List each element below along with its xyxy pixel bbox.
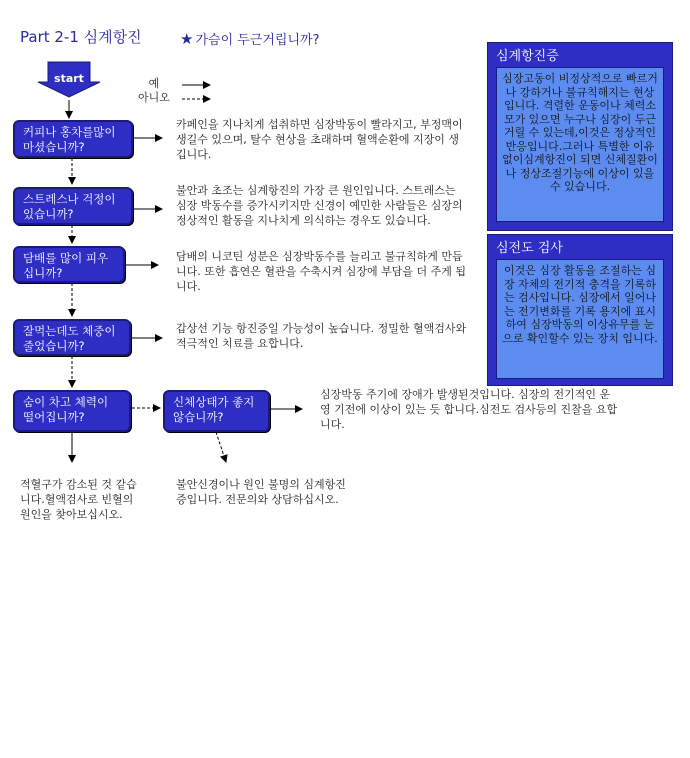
side-panel-palpitation — [487, 42, 673, 231]
question-breathless: 숨이 차고 체력이 떨어집니까? — [13, 390, 131, 432]
side-panel-body: 심장고동이 비정상적으로 빠르거나 강하거나 불규칙해지는 현상입니다. 격렬한 운동이나 체력소모가 있으면 누구나 심장이 두근거릴 수 있는데,이것은 정상적인 반응입니다.그러나 특별한 이유없이심계항진이 되면 신체질환이나 정상조절기능에 이상이 있을수 있습니다. — [496, 67, 664, 222]
answer-thyroid: 갑상선 기능 항진증일 가능성이 높습니다. 정밀한 혈액검사와 적극적인 치료를 요합니다. — [176, 322, 467, 350]
legend-yes: 예 — [148, 77, 160, 90]
question-caffeine: 커피나 홍차를많이 마셨습니까? — [13, 120, 133, 158]
question-body-condition: 신체상태가 좋지 않습니까? — [163, 390, 270, 432]
question-smoking: 담배를 많이 피우십니까? — [13, 246, 125, 283]
answer-anemia: 적혈구가 감소된 것 같습니다.혈액검사로 빈혈의 원인을 찾아보십시오. — [20, 478, 137, 521]
legend-no: 아니오 — [138, 91, 170, 104]
start-label: start — [54, 72, 84, 85]
answer-stress: 불안과 초조는 심계항진의 가장 큰 원인입니다. 스트레스는 심장 박동수를 증가시키지만 신경이 예민한 사람들은 심장의 정상적인 활동을 지나치게 의식하는 경우도 있습니다. — [176, 184, 463, 227]
page-title: Part 2-1 심계항진 — [20, 28, 142, 46]
answer-unknown: 불안신경이나 원인 불명의 심계항진증입니다. 전문의와 상담하십시오. — [176, 478, 346, 506]
answer-caffeine: 카페인을 지나치게 섭취하면 심장박동이 빨라지고, 부정맥이 생길수 있으며, 탈수 현상을 초래하며 혈액순환에 지장이 생깁니다. — [176, 118, 463, 161]
side-panel-body: 이것은 심장 활동을 조절하는 심장 자체의 전기적 충격을 기록하는 검사입니다. 심장에서 일어나는 전기변화를 기록 용지에 표시하여 심장박동의 이상유무를 눈으로 확인할수 있는 장치 입니다. — [496, 259, 664, 379]
side-panel-ecg — [487, 234, 673, 386]
answer-smoking: 담배의 니코틴 성분은 심장박동수를 늘리고 불규칙하게 만듭니다. 또한 흡연은 혈관을 수축시켜 심장에 부담을 더 주게 됩니다. — [176, 250, 466, 293]
question-stress: 스트레스나 걱정이 있습니까? — [13, 187, 133, 225]
question-weight-loss: 잘먹는데도 체중이 줄었습니까? — [13, 319, 131, 356]
side-panel-title: 심계항진증 — [496, 49, 559, 64]
page-subtitle: ★ 가슴이 두근거립니까? — [180, 30, 320, 48]
star-icon: ★ — [180, 30, 194, 48]
side-panel-title: 심전도 검사 — [496, 241, 563, 256]
answer-arrhythmia: 심장박동 주기에 장애가 발생된것입니다. 심장의 전기적인 운영 기전에 이상이 있는 듯 합니다.심전도 검사등의 진찰을 요합니다. — [320, 388, 618, 431]
legend — [128, 77, 180, 105]
